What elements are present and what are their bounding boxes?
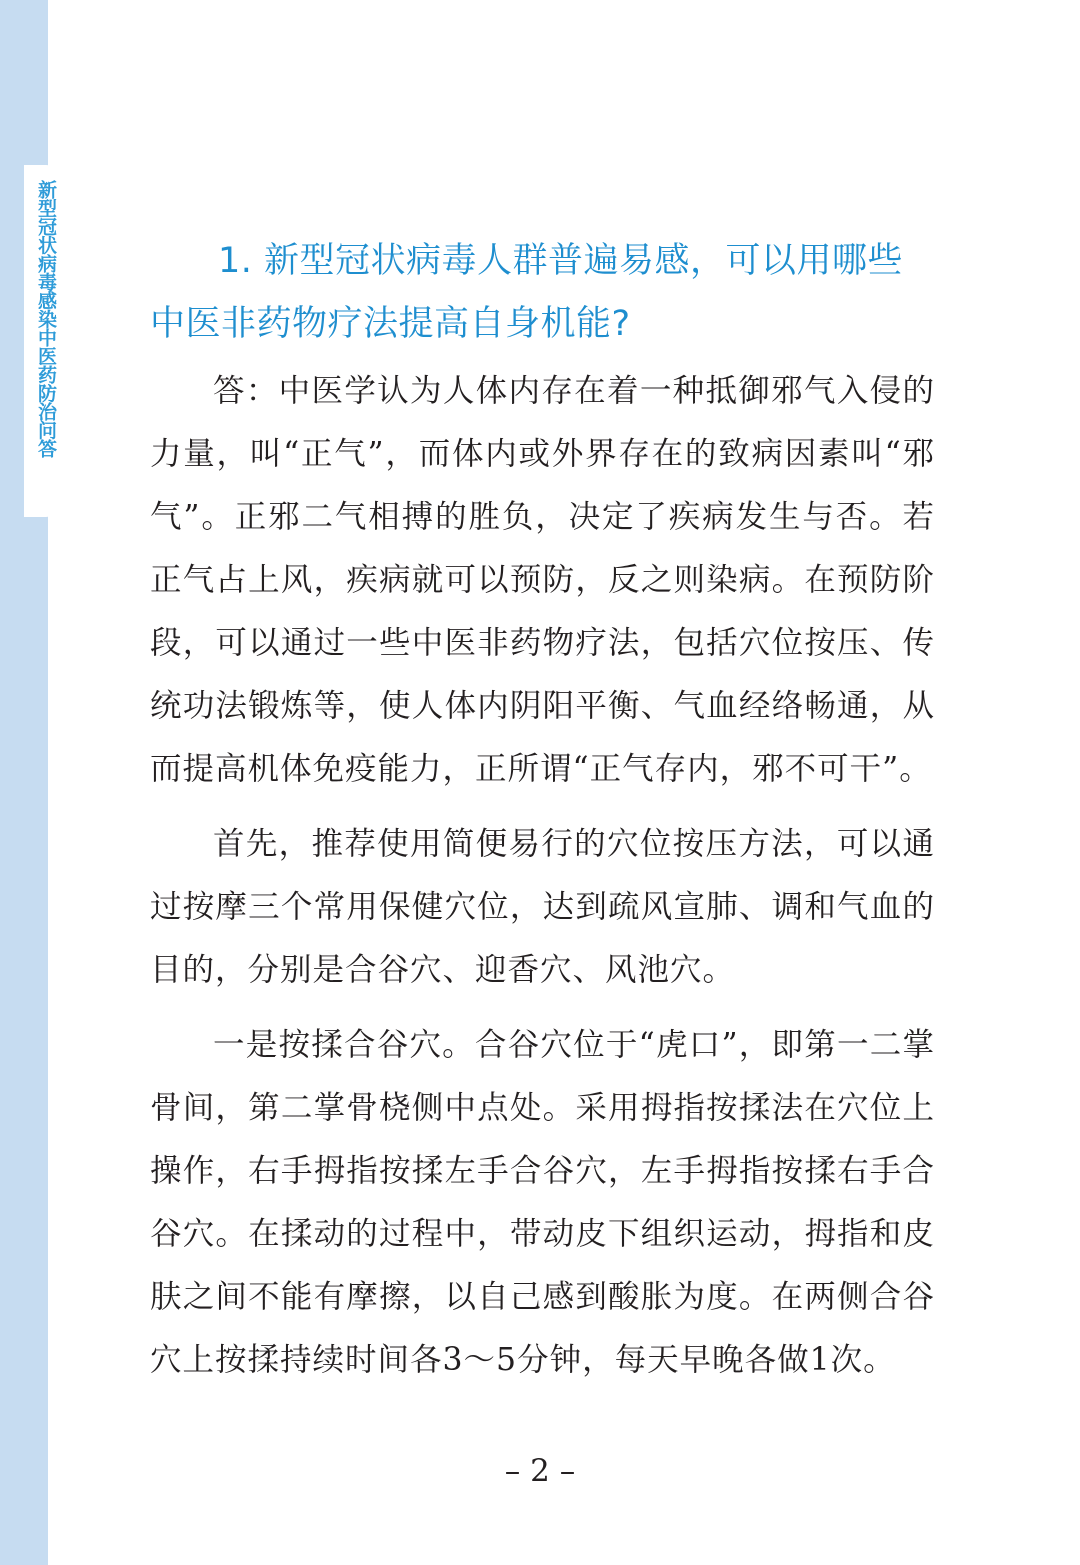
page-number: – 2 – <box>504 1453 576 1489</box>
acupressure-intro-paragraph: 首先，推荐使用简便易行的穴位按压方法，可以通过按摩三个常用保健穴位，达到疏风宣肺、调和气血的目的，分别是合谷穴、迎香穴、风池穴。 <box>150 826 935 988</box>
page-content <box>150 230 935 1404</box>
book-title: 新型冠状病毒感染中医药防治问答 <box>35 180 57 458</box>
hegu-acupoint-paragraph: 一是按揉合谷穴。合谷穴位于“虎口”，即第一二掌骨间，第二掌骨桡侧中点处。采用拇指按揉法在穴位上操作，右手拇指按揉左手合谷穴，左手拇指按揉右手合谷穴。在揉动的过程中，带动皮下组织运动，拇指和皮肤之间不能有摩擦，以自己感到酸胀为度。在两侧合谷穴上按揉持续时间各3～5分钟，每天早晚各做1次。 <box>150 1027 935 1378</box>
question-title: 1. 新型冠状病毒人群普遍易感，可以用哪些中医非药物疗法提高自身机能? <box>150 241 904 344</box>
answer-paragraph: 答：中医学认为人体内存在着一种抵御邪气入侵的力量，叫“正气”，而体内或外界存在的致病因素叫“邪气”。正邪二气相搏的胜负，决定了疾病发生与否。若正气占上风，疾病就可以预防，反之则染病。在预防阶段，可以通过一些中医非药物疗法，包括穴位按压、传统功法锻炼等，使人体内阴阳平衡、气血经络畅通，从而提高机体免疫能力，正所谓“正气存内，邪不可干”。 <box>150 373 935 787</box>
